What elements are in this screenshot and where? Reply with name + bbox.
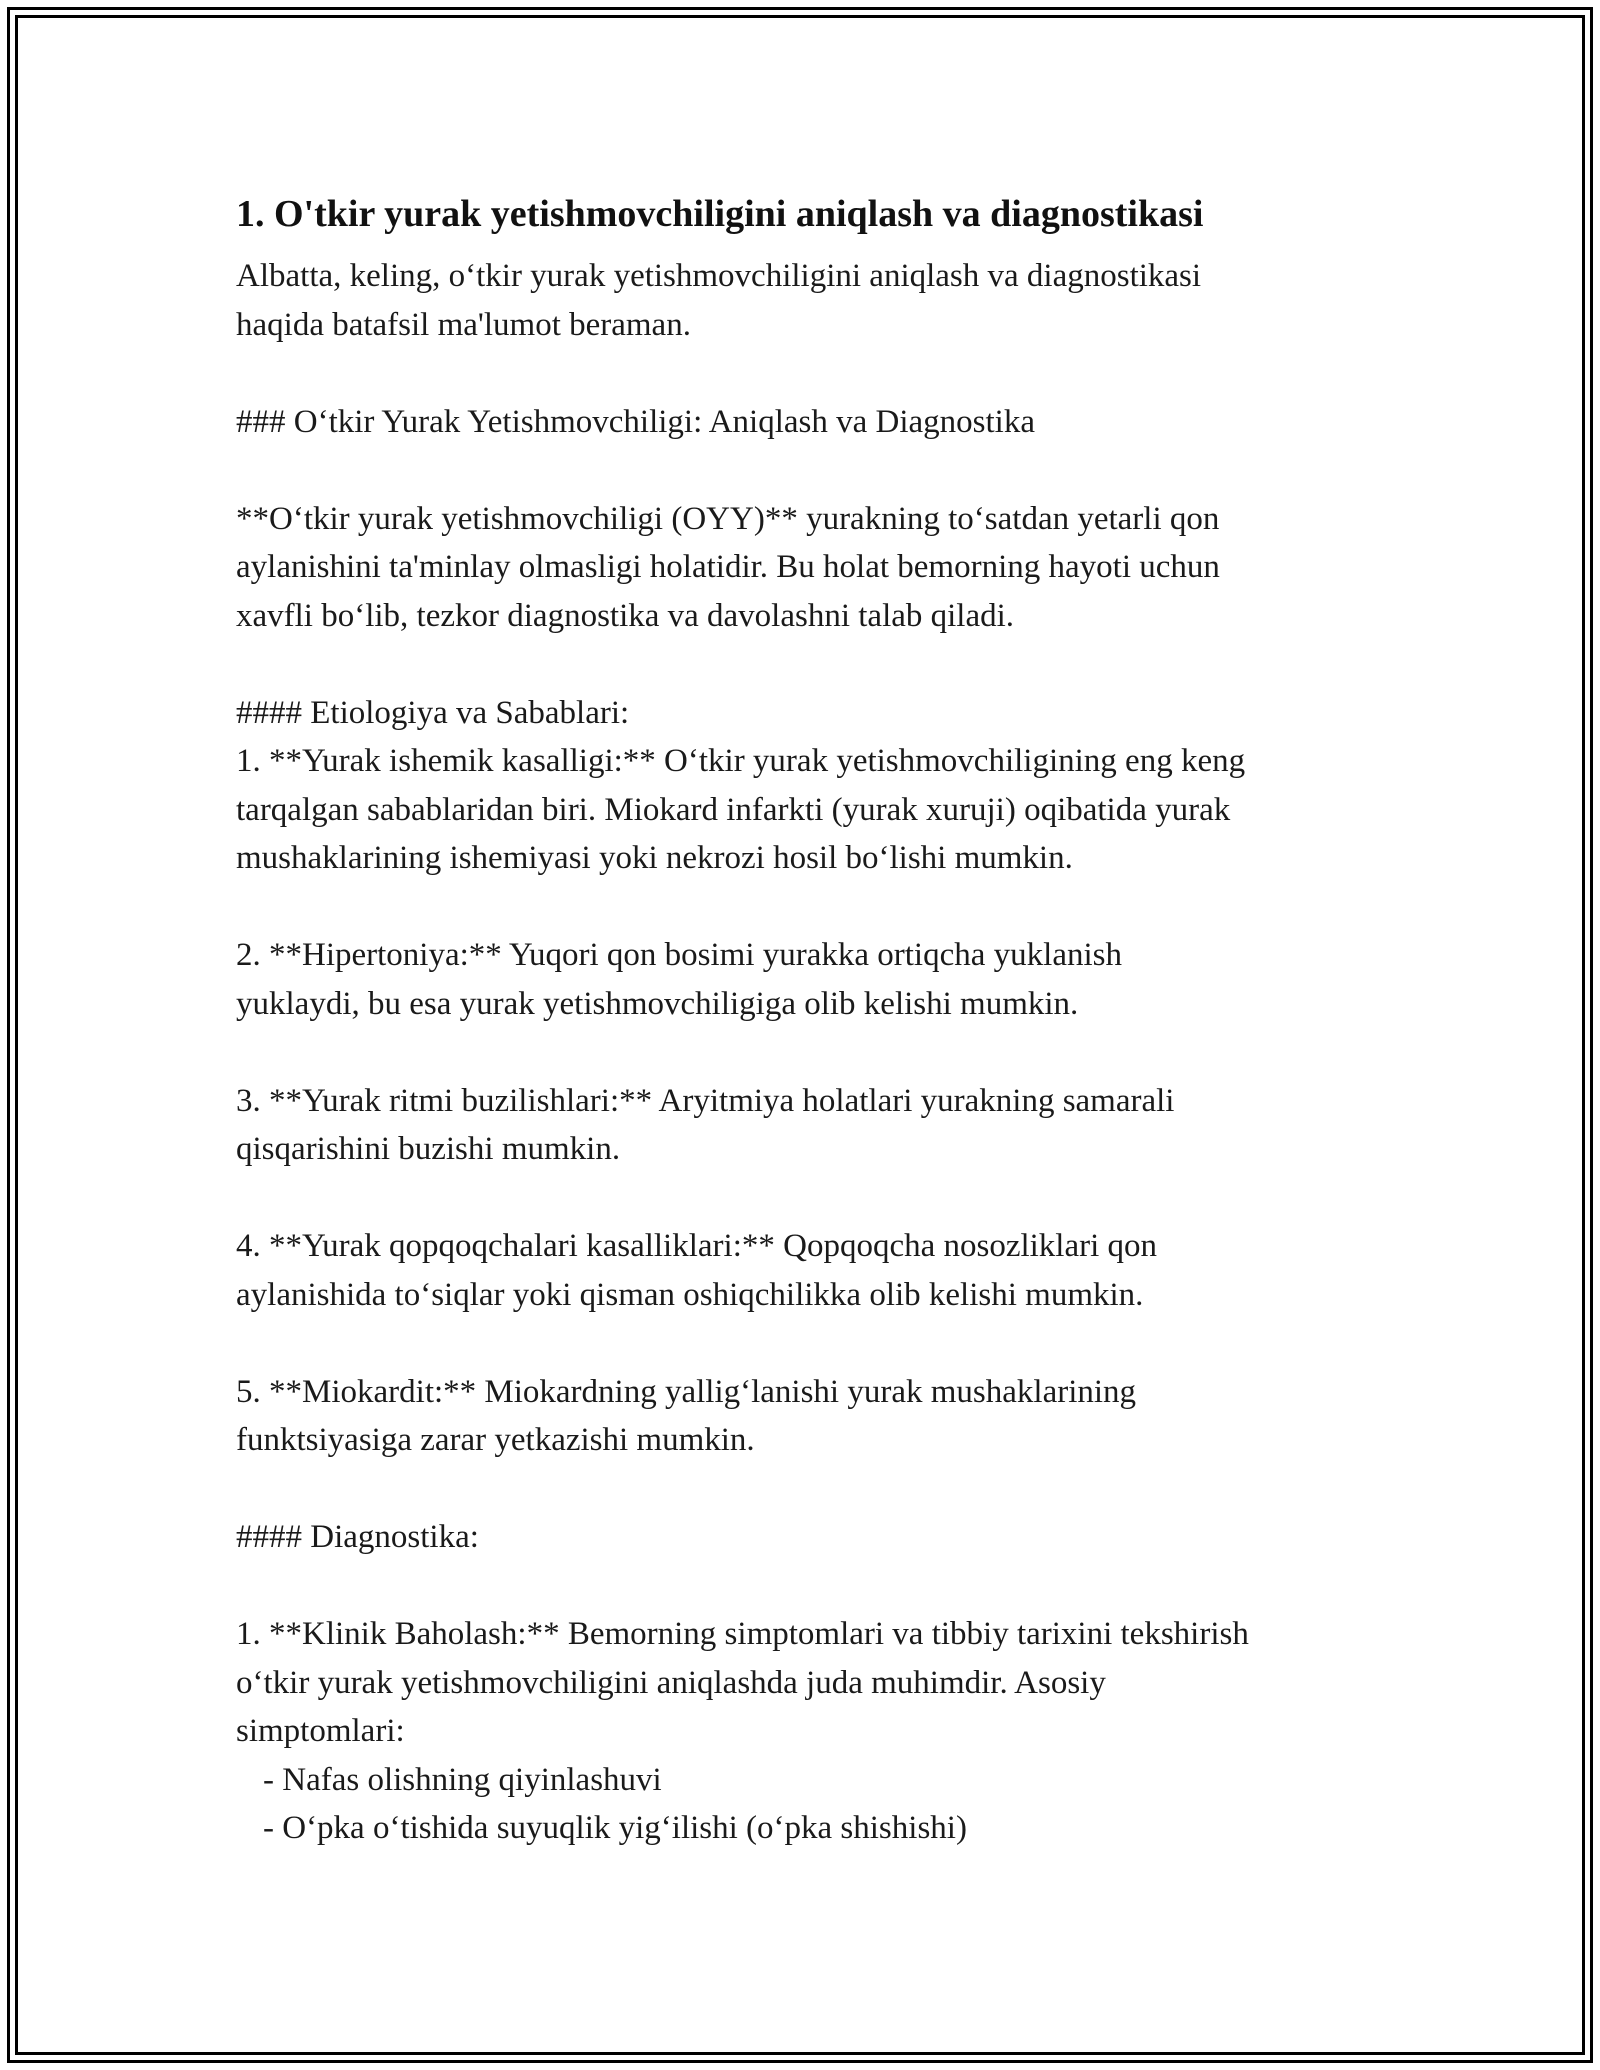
cause-item (236, 931, 1416, 1028)
paragraph-gap (236, 1319, 1416, 1368)
intro-line: Albatta, keling, o‘tkir yurak yetishmovchiligini aniqlash va diagnostikasi (236, 258, 1202, 294)
section-heading-diagnostics: #### Diagnostika: (236, 1519, 479, 1555)
paragraph-gap (236, 1465, 1416, 1514)
document-title: 1. O'tkir yurak yetishmovchiligini aniqlash va diagnostikasi (236, 193, 1204, 235)
symptom-list (236, 1756, 1416, 1853)
cause-line: funktsiyasiga zarar yetkazishi mumkin. (236, 1422, 755, 1458)
paragraph-gap (236, 883, 1416, 932)
cause-line: 5. **Miokardit:** Miokardning yallig‘lanishi yurak mushaklarining (236, 1373, 1137, 1410)
diagnostics-line: simptomlari: (236, 1713, 405, 1749)
section-heading-main: ### O‘tkir Yurak Yetishmovchiligi: Aniqlash va Diagnostika (236, 403, 1035, 440)
cause-line: tarqalgan sabablaridan biri. Miokard infarkti (yurak xuruji) oqibatida yurak (236, 791, 1231, 828)
document-body (236, 186, 1416, 1853)
definition-line: aylanishini ta'minlay olmasligi holatidir. Bu holat bemorning hayoti uchun (236, 549, 1220, 585)
cause-line: 1. **Yurak ishemik kasalligi:** O‘tkir yurak yetishmovchiligining eng keng (236, 743, 1246, 779)
intro-paragraph (236, 252, 1416, 349)
intro-line: haqida batafsil ma'lumot beraman. (236, 306, 691, 343)
cause-line: aylanishida to‘siqlar yoki qisman oshiqchilikka olib kelishi mumkin. (236, 1276, 1144, 1313)
cause-line: qisqarishini buzishi mumkin. (236, 1131, 621, 1167)
cause-item (236, 1222, 1416, 1319)
cause-line: 2. **Hipertoniya:** Yuqori qon bosimi yurakka ortiqcha yuklanish (236, 937, 1122, 973)
diagnostics-line: 1. **Klinik Baholash:** Bemorning simptomlari va tibbiy tarixini tekshirish (236, 1616, 1249, 1652)
definition-paragraph (236, 495, 1416, 641)
cause-line: 4. **Yurak qopqoqchalari kasalliklari:** Qopqoqcha nosozliklari qon (236, 1228, 1158, 1264)
paragraph-gap (236, 1562, 1416, 1611)
section-heading-etiology: #### Etiologiya va Sabablari: (236, 694, 630, 731)
cause-line: 3. **Yurak ritmi buzilishlari:** Aryitmiya holatlari yurakning samarali (236, 1082, 1175, 1119)
diagnostics-line: o‘tkir yurak yetishmovchiligini aniqlashda juda muhimdir. Asosiy (236, 1664, 1106, 1701)
diagnostics-item (236, 1610, 1416, 1756)
paragraph-gap (236, 1174, 1416, 1223)
cause-item (236, 1368, 1416, 1465)
definition-line: xavfli bo‘lib, tezkor diagnostika va davolashni talab qiladi. (236, 597, 1015, 634)
cause-item (236, 737, 1416, 883)
cause-line: mushaklarining ishemiyasi yoki nekrozi hosil bo‘lishi mumkin. (236, 840, 1073, 876)
paragraph-gap (236, 1028, 1416, 1077)
cause-item (236, 1077, 1416, 1174)
paragraph-gap (236, 640, 1416, 689)
definition-line: **O‘tkir yurak yetishmovchiligi (OYY)** yurakning to‘satdan yetarli qon (236, 500, 1220, 537)
symptom-item: - O‘pka o‘tishida suyuqlik yig‘ilishi (o‘pka shishishi) (263, 1810, 967, 1846)
paragraph-gap (236, 446, 1416, 495)
cause-line: yuklaydi, bu esa yurak yetishmovchiligiga olib kelishi mumkin. (236, 985, 1079, 1022)
symptom-item: - Nafas olishning qiyinlashuvi (263, 1761, 662, 1798)
paragraph-gap (236, 349, 1416, 398)
